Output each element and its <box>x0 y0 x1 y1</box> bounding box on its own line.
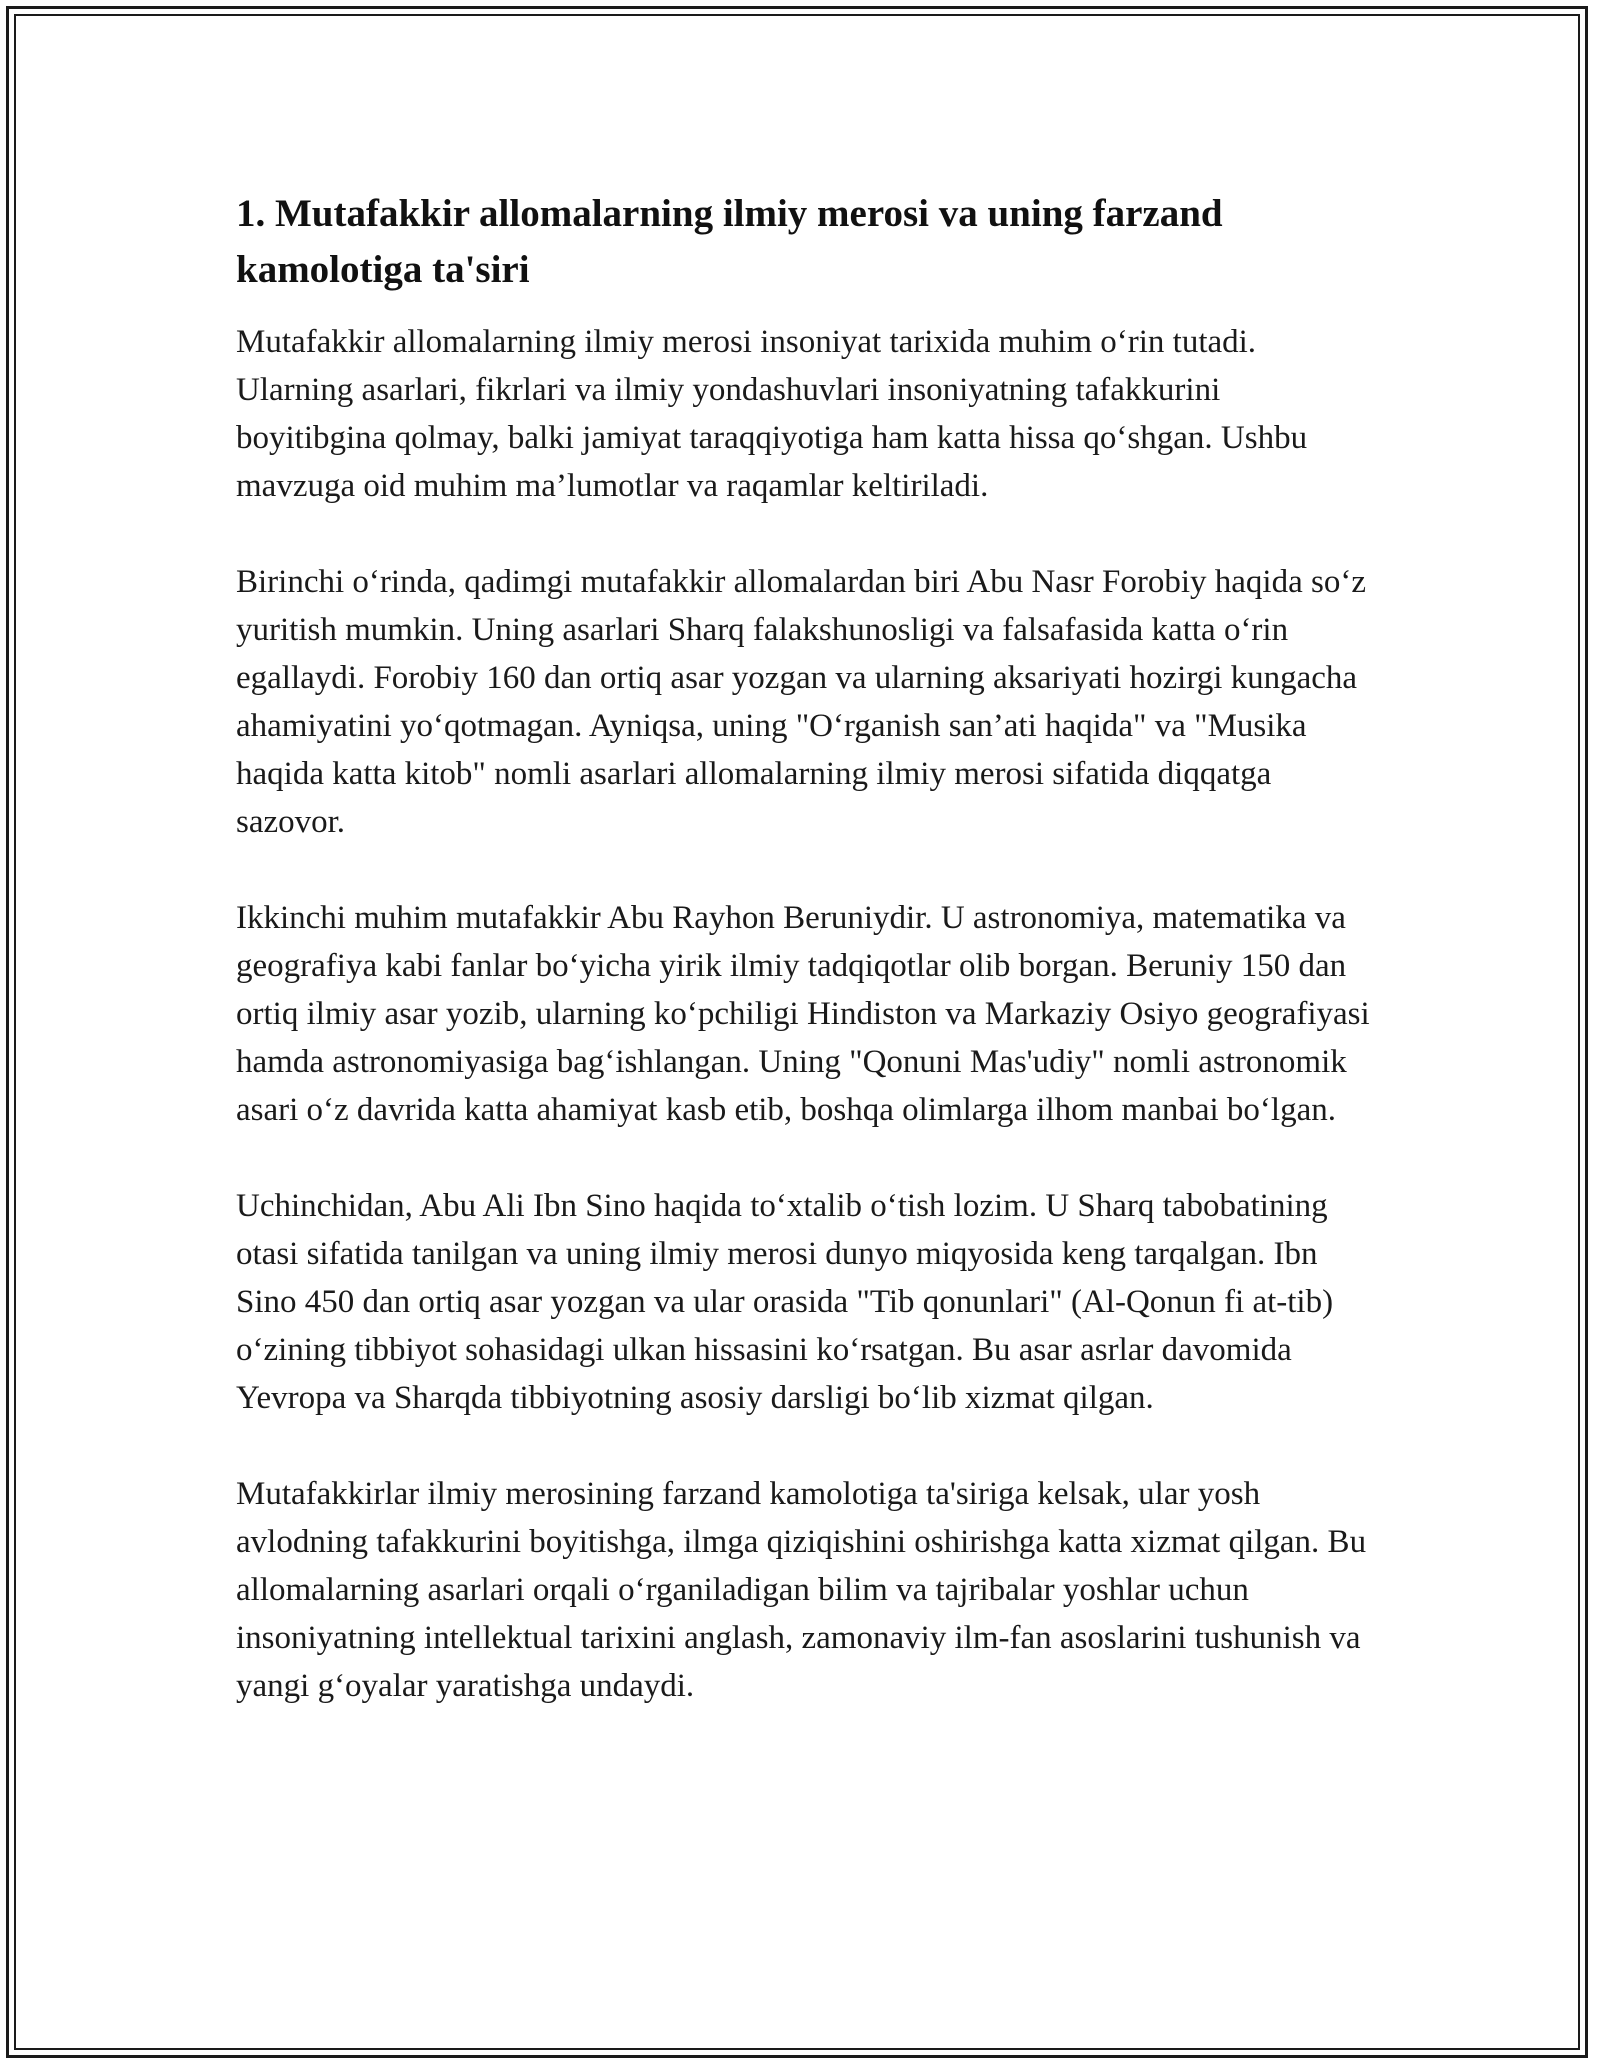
paragraph-beruniy: Ikkinchi muhim mutafakkir Abu Rayhon Beruniydir. U astronomiya, matematika va geografiya kabi fanlar bo‘yicha yirik ilmiy tadqiqotlar olib borgan. Beruniy 150 dan ortiq ilmiy asar yozib, ularning ko‘pchiligi Hindiston va Markaziy Osiyo geografiyasi hamda astronomiyasiga bag‘ishlangan. Uning "Qonuni Mas'udiy" nomli astronomik asari o‘z davrida katta ahamiyat kasb etib, boshqa olimlarga ilhom manbai bo‘lgan. <box>236 900 1370 1128</box>
paragraph-intro: Mutafakkir allomalarning ilmiy merosi insoniyat tarixida muhim o‘rin tutadi. Ularning asarlari, fikrlari va ilmiy yondashuvlari insoniyatning tafakkurini boyitibgina qolmay, balki jamiyat taraqqiyotiga ham katta hissa qo‘shgan. Ushbu mavzuga oid muhim ma’lumotlar va raqamlar keltiriladi. <box>236 324 1308 504</box>
document-title: 1. Mutafakkir allomalarning ilmiy merosi va uning farzand kamolotiga ta'siri <box>236 192 1223 291</box>
paragraph-conclusion: Mutafakkirlar ilmiy merosining farzand kamolotiga ta'siriga kelsak, ular yosh avlodning tafakkurini boyitishga, ilmga qiziqishini oshirishga katta xizmat qilgan. Bu allomalarning asarlari orqali o‘rganiladigan bilim va tajribalar yoshlar uchun insoniyatning intellektual tarixini anglash, zamonaviy ilm-fan asoslarini tushunish va yangi g‘oyalar yaratishga undaydi. <box>236 1476 1367 1704</box>
paragraph-ibn-sino: Uchinchidan, Abu Ali Ibn Sino haqida to‘xtalib o‘tish lozim. U Sharq tabobatining otasi sifatida tanilgan va uning ilmiy merosi dunyo miqyosida keng tarqalgan. Ibn Sino 450 dan ortiq asar yozgan va ular orasida "Tib qonunlari" (Al-Qonun fi at-tib) o‘zining tibbiyot sohasidagi ulkan hissasini ko‘rsatgan. Bu asar asrlar davomida Yevropa va Sharqda tibbiyotning asosiy darsligi bo‘lib xizmat qilgan. <box>236 1188 1334 1416</box>
document-body <box>236 186 1376 1758</box>
paragraph-forobiy: Birinchi o‘rinda, qadimgi mutafakkir allomalardan biri Abu Nasr Forobiy haqida so‘z yuritish mumkin. Uning asarlari Sharq falakshunosligi va falsafasida katta o‘rin egallaydi. Forobiy 160 dan ortiq asar yozgan va ularning aksariyati hozirgi kungacha ahamiyatini yo‘qotmagan. Ayniqsa, uning "O‘rganish san’ati haqida" va "Musika haqida katta kitob" nomli asarlari allomalarning ilmiy merosi sifatida diqqatga sazovor. <box>236 564 1366 840</box>
